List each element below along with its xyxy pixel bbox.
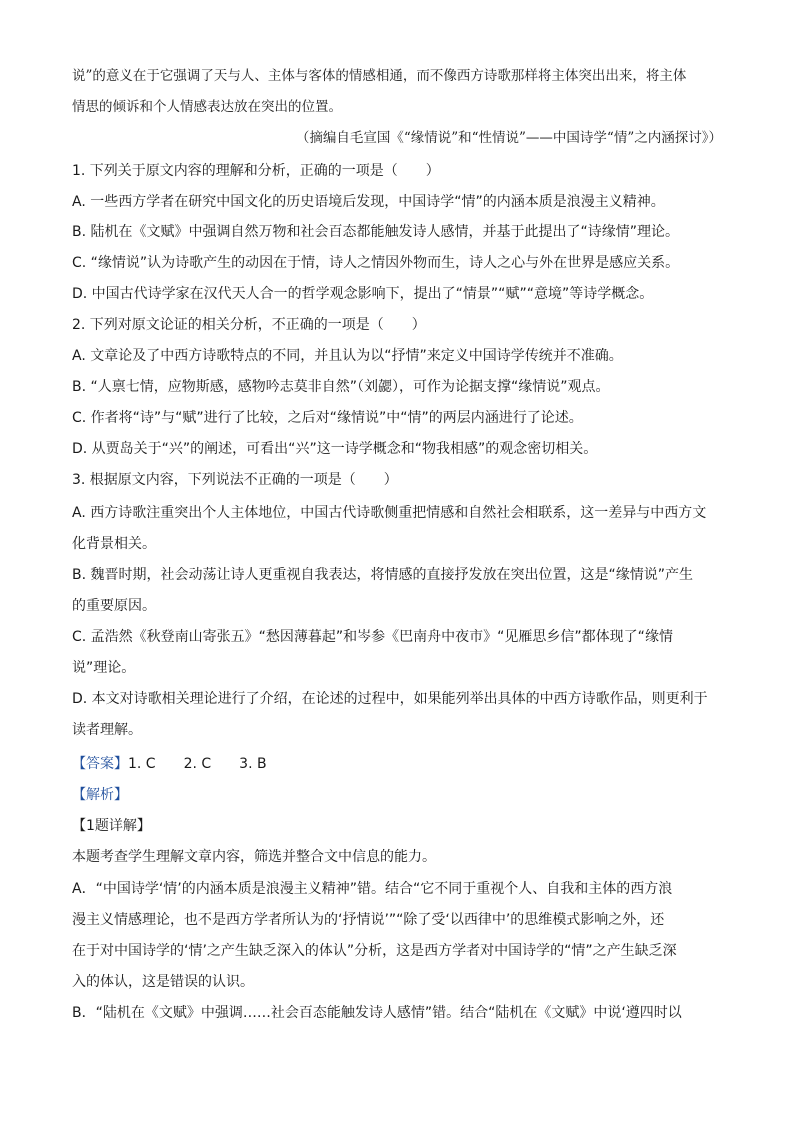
- intro-line: 说”的意义在于它强调了天与人、主体与客体的情感相通，而不像西方诗歌那样将主体突出出来，将主体: [72, 68, 687, 84]
- option-c: C. “缘情说”认为诗歌产生的动因在于情，诗人之情因外物而生，诗人之心与外在世界是感应关系。: [72, 255, 680, 271]
- question-stem: 3. 根据原文内容，下列说法不正确的一项是（ ）: [72, 472, 398, 488]
- source-citation: （摘编自毛宣国《“缘情说”和“性情说”——中国诗学“情”之内涵探讨》）: [295, 130, 722, 146]
- question-stem: 2. 下列对原文论证的相关分析，不正确的一项是（ ）: [72, 317, 426, 333]
- option-b: B. “人禀七情，应物斯感，感物吟志莫非自然”（刘勰），可作为论据支撑“缘情说”观点。: [72, 379, 610, 395]
- option-b: B. 陆机在《文赋》中强调自然万物和社会百态都能触发诗人感情，并基于此提出了“诗缘情”理论。: [72, 224, 680, 240]
- option-a-cont: 化背景相关。: [72, 536, 156, 552]
- analysis-a-line: 在于对中国诗学的‘情’之产生缺乏深入的体认”分析，这是西方学者对中国诗学的“情”之产生缺乏深: [72, 943, 677, 959]
- option-c-cont: 说”理论。: [72, 660, 136, 676]
- detail-heading: 【1题详解】: [72, 818, 151, 834]
- option-b: B. 魏晋时期，社会动荡让诗人更重视自我表达，将情感的直接抒发放在突出位置，这是“缘情说”产生: [72, 567, 694, 583]
- analysis-a-line: A．“中国诗学‘情’的内涵本质是浪漫主义精神”错。结合“它不同于重视个人、自我和主体的西方浪: [72, 881, 673, 897]
- option-d: D. 中国古代诗学家在汉代天人合一的哲学观念影响下，提出了“情景”“赋”“意境”等诗学概念。: [72, 286, 654, 302]
- question-stem: 1. 下列关于原文内容的理解和分析，正确的一项是（ ）: [72, 163, 440, 179]
- intro-line: 情思的倾诉和个人情感表达放在突出的位置。: [72, 99, 342, 115]
- option-a: A. 文章论及了中西方诗歌特点的不同，并且认为以“抒情”来定义中国诗学传统并不准确。: [72, 348, 623, 364]
- analysis-b-line: B．“陆机在《文赋》中强调……社会百态能触发诗人感情”错。结合“陆机在《文赋》中说‘遵四时以: [72, 1005, 682, 1021]
- answer-tag: 【答案】: [72, 756, 128, 772]
- option-a: A. 一些西方学者在研究中国文化的历史语境后发现，中国诗学“情”的内涵本质是浪漫主义精神。: [72, 194, 665, 210]
- option-c: C. 作者将“诗”与“赋”进行了比较，之后对“缘情说”中“情”的两层内涵进行了论述。: [72, 410, 583, 426]
- option-d: D. 本文对诗歌相关理论进行了介绍，在论述的过程中，如果能列举出具体的中西方诗歌作品，则更利于: [72, 691, 708, 707]
- option-c: C. 孟浩然《秋登南山寄张五》“愁因薄暮起”和岑参《巴南舟中夜市》“见雁思乡信”都体现了“缘情: [72, 629, 673, 645]
- option-b-cont: 的重要原因。: [72, 598, 156, 614]
- analysis-a-line: 漫主义情感理论，也不是西方学者所认为的‘抒情说’”“除了受‘以西律中’的思维模式影响之外，还: [72, 912, 665, 928]
- detail-intro: 本题考查学生理解文章内容，筛选并整合文中信息的能力。: [72, 849, 436, 865]
- analysis-tag: 【解析】: [72, 787, 128, 803]
- option-d-cont: 读者理解。: [72, 722, 142, 738]
- analysis-a-line: 入的体认，这是错误的认识。: [72, 974, 254, 990]
- answer-line: [72, 754, 722, 774]
- option-d: D. 从贾岛关于“兴”的阐述，可看出“兴”这一诗学概念和“物我相感”的观念密切相关。: [72, 441, 598, 457]
- option-a: A. 西方诗歌注重突出个人主体地位，中国古代诗歌侧重把情感和自然社会相联系，这一差异与中西方文: [72, 505, 707, 521]
- answer-text: 1. C 2. C 3. B: [128, 756, 267, 772]
